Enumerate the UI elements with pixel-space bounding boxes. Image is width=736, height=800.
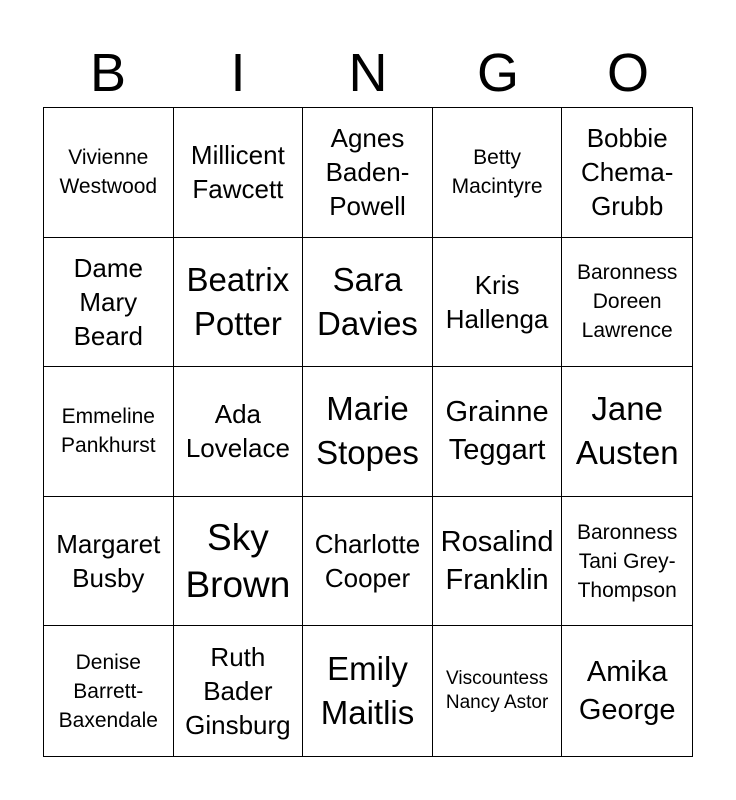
header-letter-i: I	[230, 43, 246, 103]
bingo-grid	[43, 107, 693, 757]
bingo-cell[interactable]: Agnes Baden- Powell	[303, 108, 433, 238]
bingo-cell[interactable]: Dame Mary Beard	[44, 238, 174, 368]
header-letter-o: O	[606, 43, 649, 103]
bingo-cell[interactable]: Baronness Doreen Lawrence	[562, 238, 692, 368]
bingo-cell[interactable]: Emmeline Pankhurst	[44, 367, 174, 497]
bingo-cell[interactable]: Jane Austen	[562, 367, 692, 497]
bingo-header	[43, 40, 693, 106]
bingo-cell[interactable]: Sara Davies	[303, 238, 433, 368]
bingo-cell[interactable]: Charlotte Cooper	[303, 497, 433, 627]
header-letter-n: N	[348, 43, 388, 103]
bingo-cell[interactable]: Bobbie Chema- Grubb	[562, 108, 692, 238]
bingo-cell[interactable]: Ruth Bader Ginsburg	[174, 626, 304, 756]
bingo-cell[interactable]: Betty Macintyre	[433, 108, 563, 238]
bingo-cell[interactable]: Kris Hallenga	[433, 238, 563, 368]
header-letter-g: G	[476, 43, 519, 103]
bingo-cell[interactable]: Beatrix Potter	[174, 238, 304, 368]
bingo-cell[interactable]: Viscountess Nancy Astor	[433, 626, 563, 756]
bingo-cell[interactable]: Margaret Busby	[44, 497, 174, 627]
bingo-cell[interactable]: Baronness Tani Grey- Thompson	[562, 497, 692, 627]
bingo-cell[interactable]: Amika George	[578, 656, 676, 727]
bingo-cell[interactable]: Vivienne Westwood	[44, 108, 174, 238]
bingo-cell[interactable]: Marie Stopes	[303, 367, 433, 497]
bingo-cell[interactable]: Sky Brown	[174, 497, 304, 627]
bingo-cell[interactable]: Grainne Teggart	[433, 367, 563, 497]
bingo-cell[interactable]: Rosalind Franklin	[433, 497, 563, 627]
bingo-cell[interactable]: Emily Maitlis	[303, 626, 433, 756]
bingo-cell[interactable]: Ada Lovelace	[174, 367, 304, 497]
bingo-cell[interactable]: Millicent Fawcett	[174, 108, 304, 238]
header-letter-b: B	[89, 43, 127, 103]
bingo-cell[interactable]: Denise Barrett- Baxendale	[44, 626, 174, 756]
